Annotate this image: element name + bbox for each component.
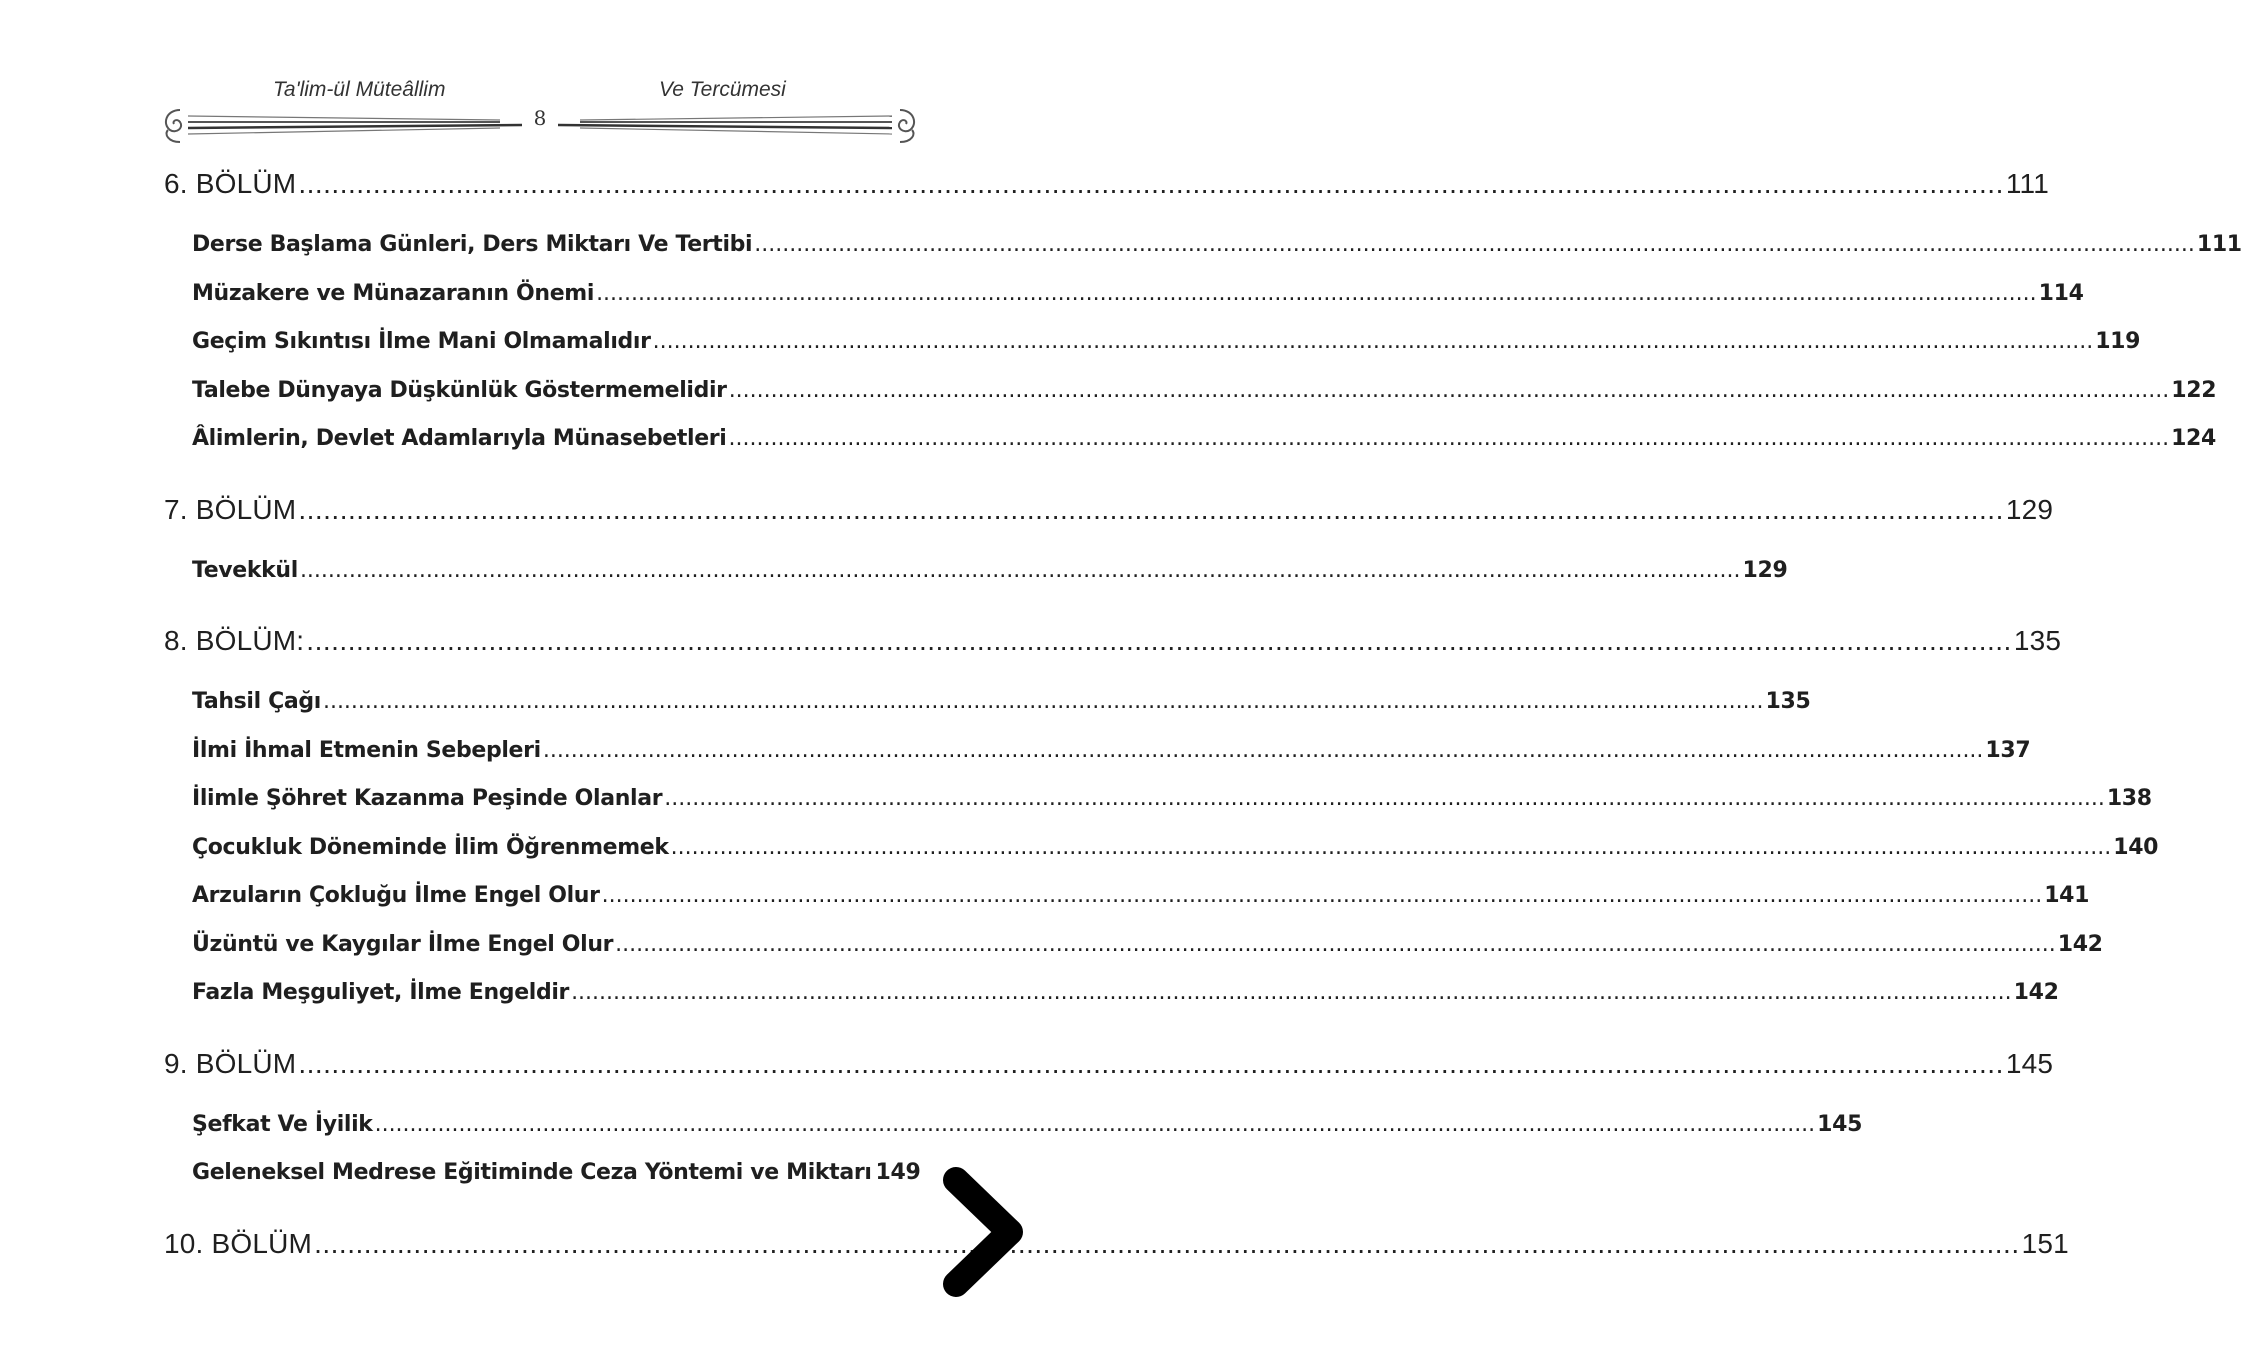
toc-entry <box>192 872 2090 921</box>
toc-entry <box>192 969 2059 1018</box>
entry-title: Fazla Meşguliyet, İlme Engeldir <box>192 980 570 1005</box>
dot-leader <box>729 367 2170 416</box>
entry-title: Tahsil Çağı <box>192 689 321 714</box>
toc-entry <box>192 1149 921 1198</box>
entry-title: Üzüntü ve Kaygılar İlme Engel Olur <box>192 931 614 957</box>
chapter-heading <box>164 486 2054 534</box>
entry-title: Talebe Dünyaya Düşkünlük Göstermemelidir <box>192 377 727 403</box>
chapter-page: 151 <box>2021 1227 2069 1259</box>
entry-page: 124 <box>2171 426 2216 451</box>
header-book-subtitle: Ve Tercümesi <box>659 78 786 101</box>
toc-entry <box>192 727 2031 776</box>
chevron-right-icon <box>930 1160 1030 1304</box>
dot-leader <box>729 415 2170 464</box>
chapter-page: 111 <box>2005 168 2050 199</box>
chapter-page: 145 <box>2005 1047 2054 1079</box>
toc-entry <box>192 367 2217 416</box>
chapter-heading <box>164 617 2062 665</box>
entry-page: 141 <box>2044 883 2090 908</box>
chapter-title: 7. BÖLÜM <box>164 493 297 525</box>
dot-leader <box>323 678 1764 727</box>
chapter-title: 8. BÖLÜM: <box>164 625 305 656</box>
entry-page: 111 <box>2196 232 2242 257</box>
dot-leader <box>653 318 2094 367</box>
entry-title: Geçim Sıkıntısı İlme Mani Olmamalıdır <box>192 329 651 354</box>
entry-page: 138 <box>2106 786 2152 811</box>
page-number: 8 <box>533 106 547 130</box>
running-header <box>160 78 920 148</box>
entry-title: İlmi İhmal Etmenin Sebepleri <box>192 737 541 763</box>
chapter-heading <box>164 160 2050 208</box>
dot-leader <box>602 872 2043 921</box>
entry-title: Şefkat Ve İyilik <box>192 1111 373 1137</box>
entry-page: 145 <box>1817 1111 1863 1137</box>
chapter-title: 6. BÖLÜM <box>164 168 297 199</box>
toc-entry <box>192 775 2152 824</box>
next-page-button[interactable] <box>930 1160 1030 1304</box>
dot-leader <box>298 160 2004 208</box>
chapter-page: 135 <box>2013 625 2062 656</box>
dot-leader <box>375 1101 1816 1150</box>
dot-leader <box>543 727 1984 776</box>
dot-leader <box>615 921 2056 970</box>
entry-page: 114 <box>2038 280 2084 306</box>
entry-page: 137 <box>1985 737 2031 763</box>
entry-title: Derse Başlama Günleri, Ders Miktarı Ve Tertibi <box>192 232 753 257</box>
dot-leader <box>300 547 1741 596</box>
entry-title: Müzakere ve Münazaranın Önemi <box>192 280 595 306</box>
dot-leader <box>298 1040 2004 1088</box>
dot-leader <box>664 775 2105 824</box>
entry-page: 142 <box>2057 931 2103 957</box>
toc-entry <box>192 415 2216 464</box>
dot-leader <box>754 221 2195 270</box>
entry-title: Tevekkül <box>192 557 298 583</box>
toc-entry <box>192 221 2242 270</box>
entry-title: Geleneksel Medrese Eğitiminde Ceza Yöntemi ve Miktarı <box>192 1160 872 1185</box>
toc-entry <box>192 318 2141 367</box>
dot-leader <box>298 486 2004 534</box>
chapter-heading <box>164 1220 2069 1268</box>
header-book-title: Ta'lim-ül Müteâllim <box>273 78 446 101</box>
toc-entry <box>192 921 2103 970</box>
entry-title: Arzuların Çokluğu İlme Engel Olur <box>192 883 600 908</box>
toc-entry <box>192 824 2159 873</box>
entry-title: Çocukluk Döneminde İlim Öğrenmemek <box>192 834 669 860</box>
dot-leader <box>596 270 2037 319</box>
entry-page: 142 <box>2013 980 2059 1005</box>
toc-entry <box>192 1101 1863 1150</box>
dot-leader <box>671 824 2112 873</box>
toc-entry <box>192 270 2084 319</box>
chapter-title: 9. BÖLÜM <box>164 1047 297 1079</box>
toc-entry <box>192 547 1788 596</box>
entry-title: Âlimlerin, Devlet Adamlarıyla Münasebetleri <box>192 426 727 451</box>
table-of-contents <box>164 160 2242 1268</box>
entry-title: İlimle Şöhret Kazanma Peşinde Olanlar <box>192 786 663 811</box>
chapter-heading <box>164 1040 2054 1088</box>
dot-leader <box>306 617 2012 665</box>
dot-leader <box>571 969 2012 1018</box>
toc-entry <box>192 678 1811 727</box>
chapter-title: 10. BÖLÜM <box>164 1227 313 1259</box>
entry-page: 140 <box>2113 834 2159 860</box>
entry-page: 119 <box>2095 329 2141 354</box>
entry-page: 149 <box>875 1160 921 1185</box>
dot-leader <box>314 1220 2020 1268</box>
chapter-page: 129 <box>2005 493 2054 525</box>
entry-page: 135 <box>1765 689 1811 714</box>
entry-page: 122 <box>2171 377 2217 403</box>
entry-page: 129 <box>1742 557 1788 583</box>
